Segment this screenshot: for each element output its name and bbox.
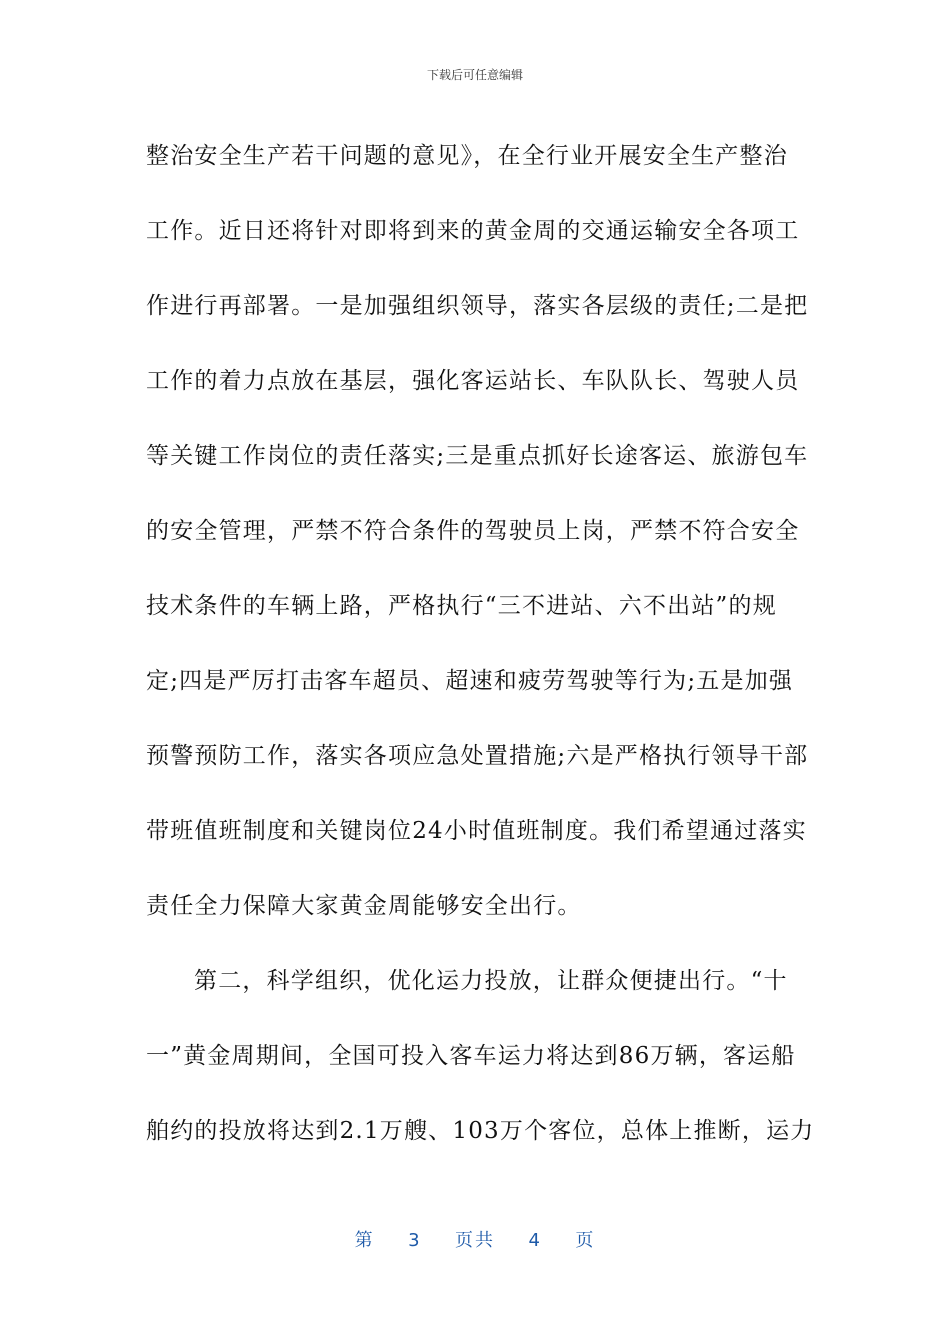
body-line: 第二，科学组织，优化运力投放，让群众便捷出行。“十 <box>194 968 788 994</box>
body-line: 工作。近日还将针对即将到来的黄金周的交通运输安全各项工 <box>146 218 800 244</box>
page-suffix: 页 <box>575 1230 596 1251</box>
body-line: 预警预防工作，落实各项应急处置措施;六是严格执行领导干部 <box>146 743 809 769</box>
body-line: 带班值班制度和关键岗位24小时值班制度。我们希望通过落实 <box>146 818 807 844</box>
body-line: 技术条件的车辆上路，严格执行“三不进站、六不出站”的规 <box>146 593 777 619</box>
body-line: 整治安全生产若干问题的意见》，在全行业开展安全生产整治 <box>146 143 788 169</box>
page-number-footer <box>0 1226 950 1252</box>
page-middle-text: 页共 <box>455 1230 495 1251</box>
body-line: 舶约的投放将达到2.1万艘、103万个客位，总体上推断，运力 <box>146 1118 815 1144</box>
page-header-note: 下载后可任意编辑 <box>426 68 523 82</box>
document-body <box>146 143 815 1195</box>
total-pages-number: 4 <box>528 1230 542 1251</box>
page-prefix: 第 <box>354 1230 375 1251</box>
body-line: 工作的着力点放在基层，强化客运站长、车队队长、驾驶人员 <box>146 368 800 394</box>
body-line: 一”黄金周期间，全国可投入客车运力将达到86万辆，客运船 <box>146 1043 796 1069</box>
body-line: 的安全管理，严禁不符合条件的驾驶员上岗，严禁不符合安全 <box>146 518 800 544</box>
body-line: 作进行再部署。一是加强组织领导，落实各层级的责任;二是把 <box>146 293 809 319</box>
body-line: 责任全力保障大家黄金周能够安全出行。 <box>146 893 582 919</box>
body-line: 等关键工作岗位的责任落实;三是重点抓好长途客运、旅游包车 <box>146 443 809 469</box>
current-page-number: 3 <box>408 1230 422 1251</box>
body-line: 定;四是严厉打击客车超员、超速和疲劳驾驶等行为;五是加强 <box>146 668 794 694</box>
